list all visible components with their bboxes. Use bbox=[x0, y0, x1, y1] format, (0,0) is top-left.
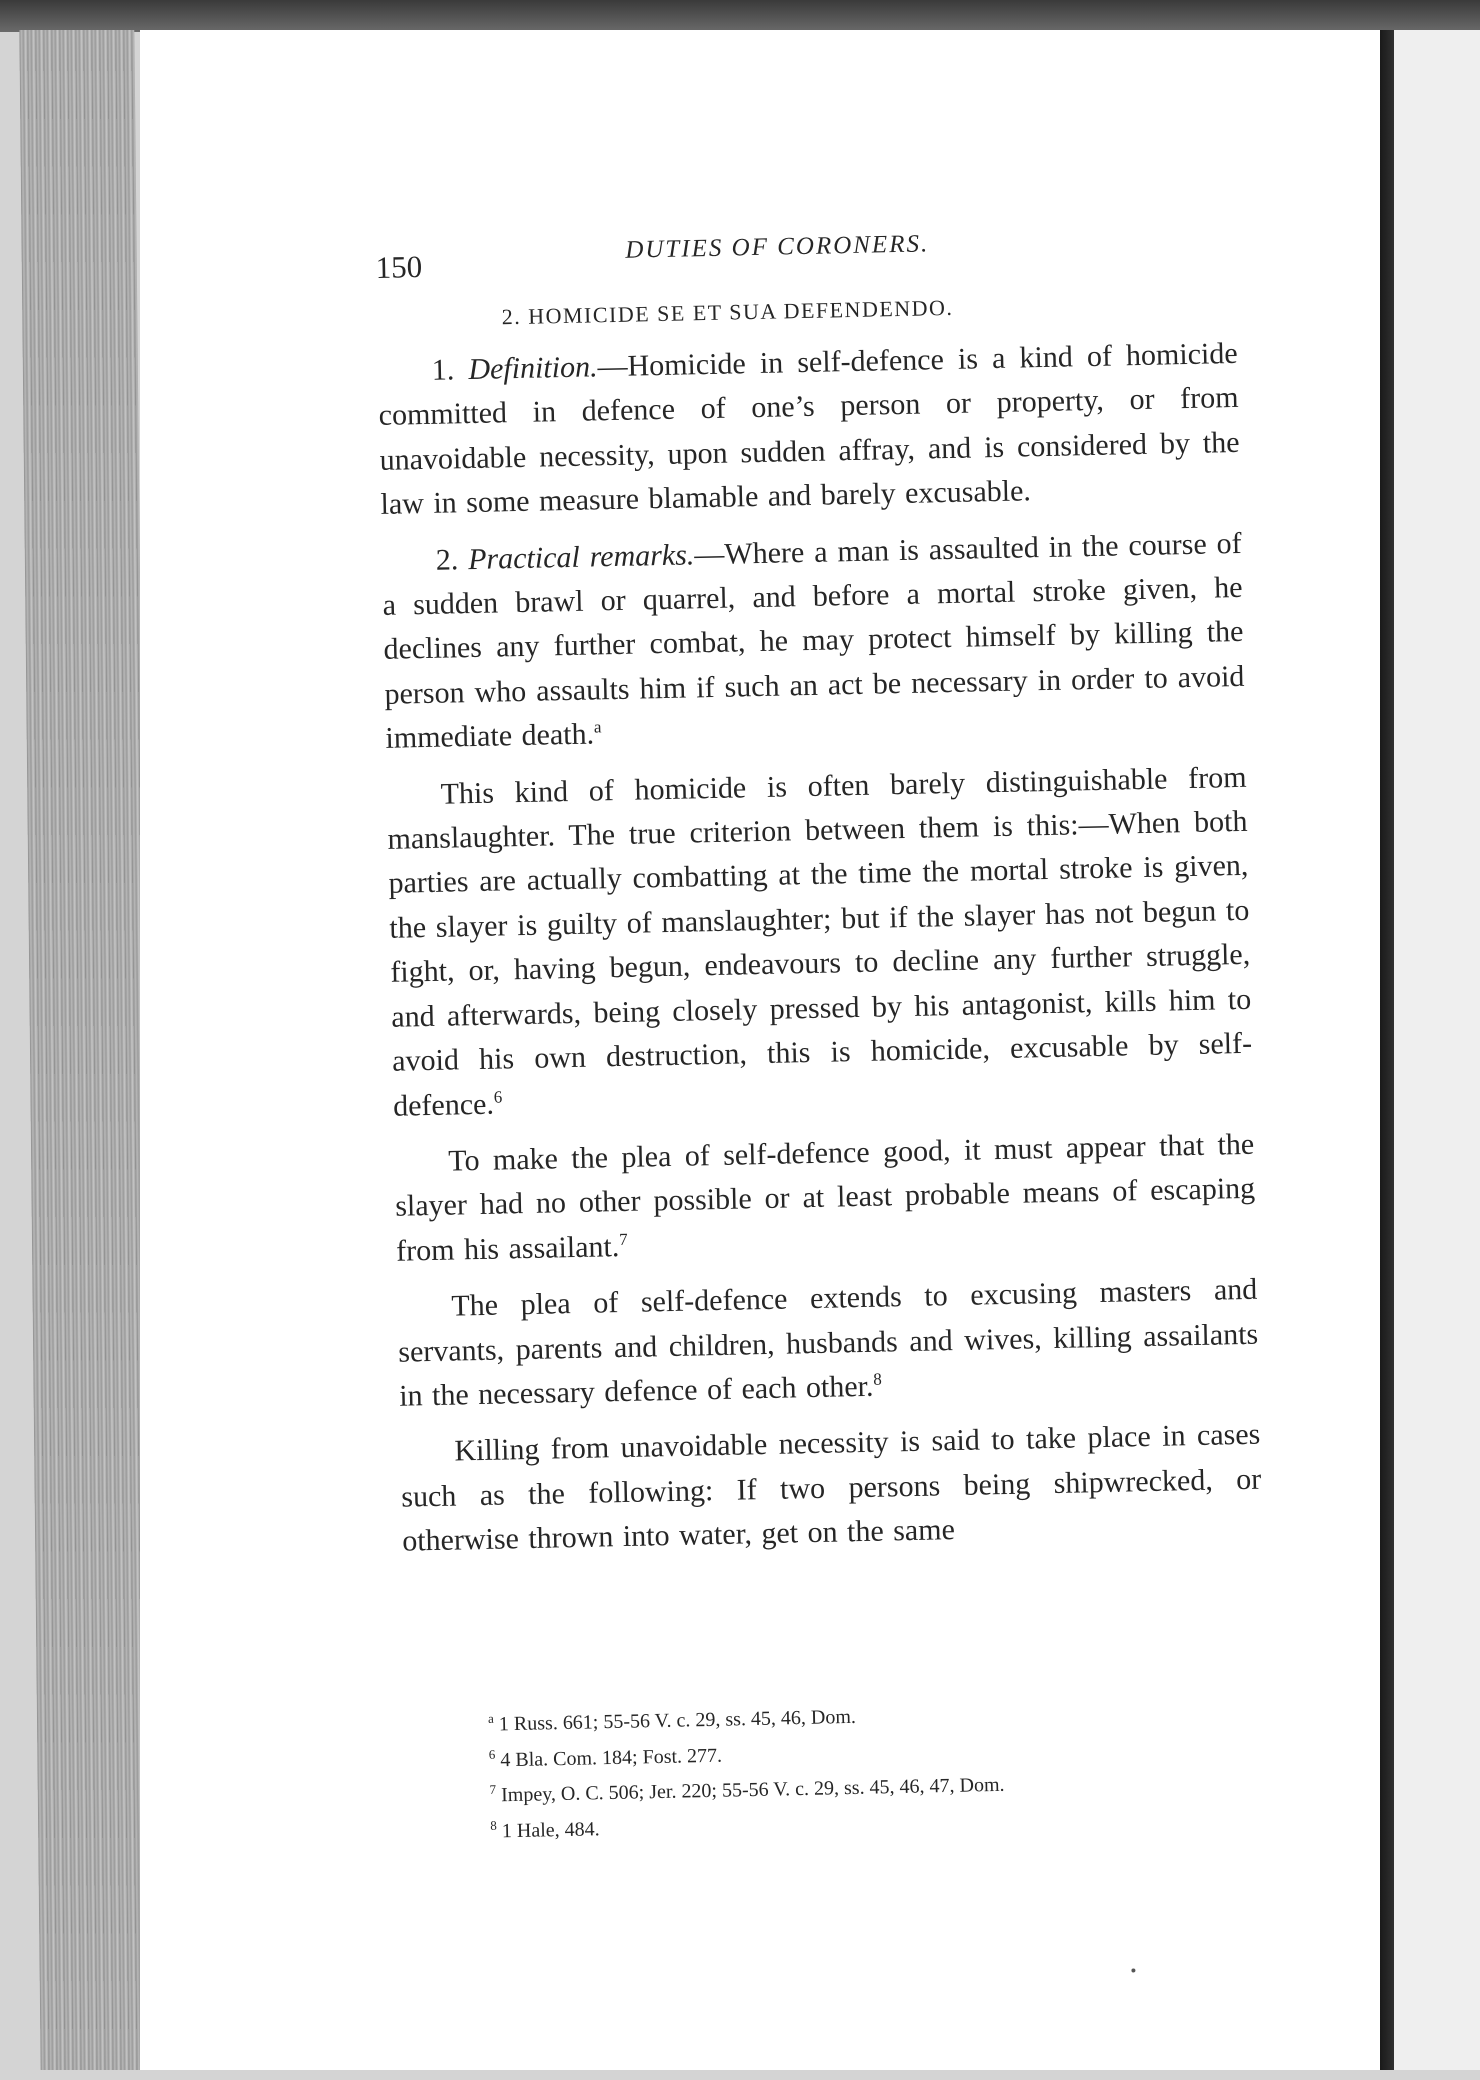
scan-top-shadow bbox=[0, 0, 1480, 32]
paragraph-text: —Where a man is assaulted in the course of a sudden brawl or quarrel, and before a mortal stroke given, he declines any further combat, he may protect himself by killing the person who assaults him if such an act be necessary in order to avoid immediate death. bbox=[382, 526, 1245, 756]
footnote-mark: 7 bbox=[489, 1782, 497, 1798]
body-text bbox=[377, 332, 1262, 1576]
paragraph-title: Definition. bbox=[468, 350, 598, 387]
paragraph-text: —Homicide in self-defence is a kind of homicide committed in defence of one’s person or property, or from unavoidable necessity, upon sudden affray, and is considered by the law in some measure blamable and barely excusable. bbox=[378, 336, 1240, 522]
paragraph-criterion bbox=[386, 755, 1253, 1128]
paragraph-number: 1. bbox=[431, 353, 469, 387]
footnote-text: 1 Hale, 484. bbox=[496, 1818, 600, 1843]
footnote-ref: 7 bbox=[618, 1229, 628, 1249]
book-page-edges bbox=[19, 30, 155, 2070]
facing-page-edge bbox=[1394, 30, 1480, 2070]
paragraph-definition bbox=[377, 332, 1241, 528]
footnote-ref: a bbox=[593, 717, 602, 737]
book-gutter bbox=[1380, 30, 1394, 2070]
paragraph-text: The plea of self-defence extends to excusing masters and servants, parents and children, husbands and wives, killing assailants in the necessary defence of each other. bbox=[397, 1272, 1259, 1413]
page-number: 150 bbox=[375, 248, 423, 285]
footnote-text: 4 Bla. Com. 184; Fost. 277. bbox=[495, 1744, 723, 1772]
footnote-mark: a bbox=[487, 1710, 494, 1726]
paragraph-title: Practical remarks. bbox=[467, 537, 695, 576]
footnote-mark: 6 bbox=[488, 1746, 496, 1762]
running-head-title: DUTIES OF CORONERS. bbox=[625, 230, 930, 264]
footnote-ref: 8 bbox=[873, 1369, 882, 1389]
paragraph-text: To make the plea of self-defence good, it must appear that the slayer had no other possible or at least probable means of escaping from his assailant. bbox=[394, 1127, 1256, 1268]
paragraph-plea bbox=[394, 1123, 1257, 1274]
footnotes bbox=[488, 1687, 1291, 1846]
paragraph-plea-extends bbox=[397, 1268, 1260, 1419]
section-heading: 2. HOMICIDE SE ET SUA DEFENDENDO. bbox=[501, 294, 954, 330]
footnote-mark: 8 bbox=[490, 1817, 497, 1833]
footnote-text: 1 Russ. 661; 55-56 V. c. 29, ss. 45, 46, Dom. bbox=[493, 1705, 857, 1736]
paragraph-text: This kind of homicide is often barely distinguishable from manslaughter. The true criterion between them is this:—When both parties are actually combatting at the time the mortal stroke is given, the slayer is guilty of manslaughter; but if the slayer has not begun to fight, or, having begun, endeavours to decline any further struggle, and afterwards, being closely pressed by his antagonist, kills him to avoid his own destruction, this is homicide, excusable by self-defence. bbox=[387, 760, 1253, 1123]
footnote-ref: 6 bbox=[493, 1086, 503, 1107]
paragraph-necessity bbox=[400, 1413, 1263, 1564]
paragraph-practical-remarks bbox=[381, 521, 1245, 761]
footnote-text: Impey, O. C. 506; Jer. 220; 55-56 V. c. 29, ss. 45, 46, 47, Dom. bbox=[495, 1774, 1005, 1807]
ink-speck bbox=[1131, 1968, 1135, 1972]
paragraph-number: 2. bbox=[435, 542, 469, 577]
paragraph-text: Killing from unavoidable necessity is said to take place in cases such as the following: If two persons being shipwrecked, or otherwise thrown into water, get on the same bbox=[401, 1418, 1262, 1558]
